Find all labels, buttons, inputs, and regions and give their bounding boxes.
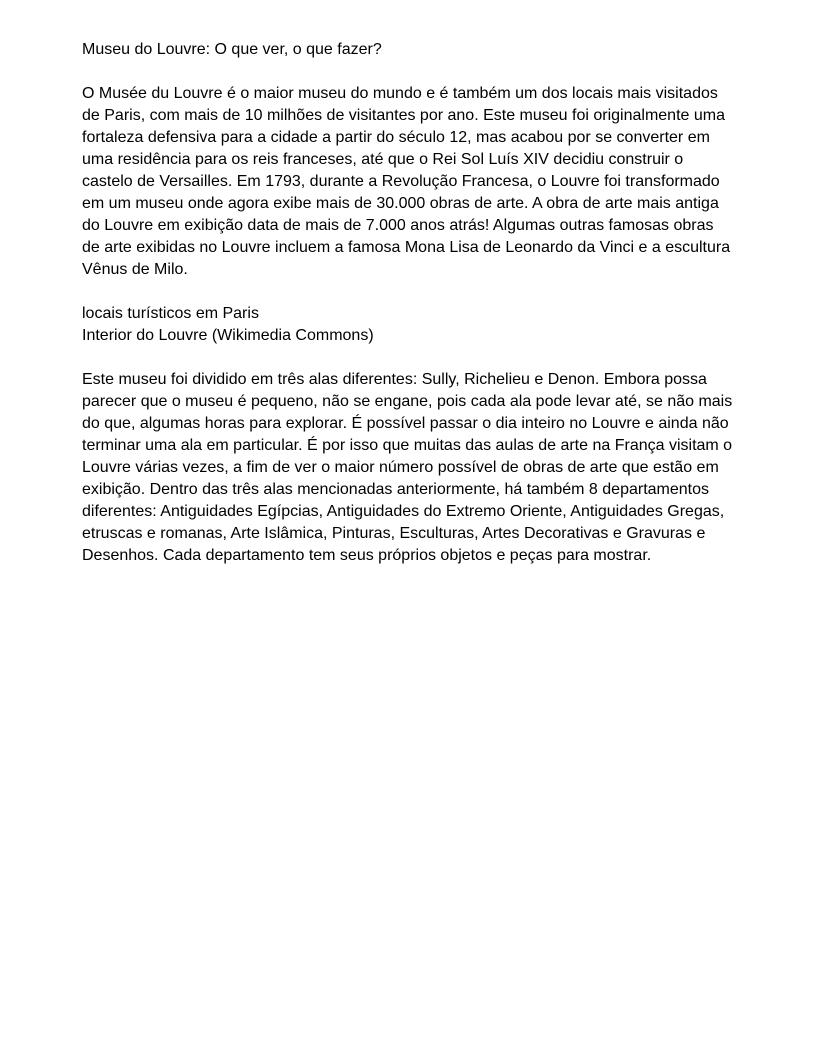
paragraph-line: Vênus de Milo. [82,261,188,278]
paragraph-line: Este museu foi dividido em três alas diferentes: Sully, Richelieu e Denon. Embora possa [82,371,707,388]
image-caption-block [82,303,738,347]
image-alt-text: locais turísticos em Paris [82,305,259,322]
paragraph-line: uma residência para os reis franceses, até que o Rei Sol Luís XIV decidiu construir o [82,151,684,168]
paragraph-wings [82,369,738,567]
paragraph-line: do Louvre em exibição data de mais de 7.000 anos atrás! Algumas outras famosas obras [82,217,714,234]
paragraph-line: em um museu onde agora exibe mais de 30.000 obras de arte. A obra de arte mais antiga [82,195,719,212]
paragraph-line: castelo de Versailles. Em 1793, durante a Revolução Francesa, o Louvre foi transformado [82,173,720,190]
paragraph-intro [82,83,738,281]
paragraph-line: fortaleza defensiva para a cidade a partir do século 12, mas acabou por se converter em [82,129,710,146]
paragraph-line: Louvre várias vezes, a fim de ver o maior número possível de obras de arte que estão em [82,459,719,476]
paragraph-line: de arte exibidas no Louvre incluem a famosa Mona Lisa de Leonardo da Vinci e a escultura [82,239,731,256]
paragraph-line: etruscas e romanas, Arte Islâmica, Pinturas, Esculturas, Artes Decorativas e Gravuras e [82,525,706,542]
paragraph-line: parecer que o museu é pequeno, não se engane, pois cada ala pode levar até, se não mais [82,393,733,410]
paragraph-line: Desenhos. Cada departamento tem seus próprios objetos e peças para mostrar. [82,547,652,564]
document-title: Museu do Louvre: O que ver, o que fazer? [82,41,382,58]
paragraph-line: exibição. Dentro das três alas mencionadas anteriormente, há também 8 departamentos [82,481,710,498]
paragraph-line: de Paris, com mais de 10 milhões de visitantes por ano. Este museu foi originalmente uma [82,107,725,124]
paragraph-line: terminar uma ala em particular. É por isso que muitas das aulas de arte na França visitam o [82,437,733,454]
image-caption: Interior do Louvre (Wikimedia Commons) [82,327,374,344]
paragraph-line: do que, algumas horas para explorar. É possível passar o dia inteiro no Louvre e ainda não [82,415,729,432]
document-title-block [82,39,738,61]
paragraph-line: O Musée du Louvre é o maior museu do mundo e é também um dos locais mais visitados [82,85,718,102]
paragraph-line: diferentes: Antiguidades Egípcias, Antiguidades do Extremo Oriente, Antiguidades Gregas, [82,503,725,520]
document-page [82,39,738,589]
